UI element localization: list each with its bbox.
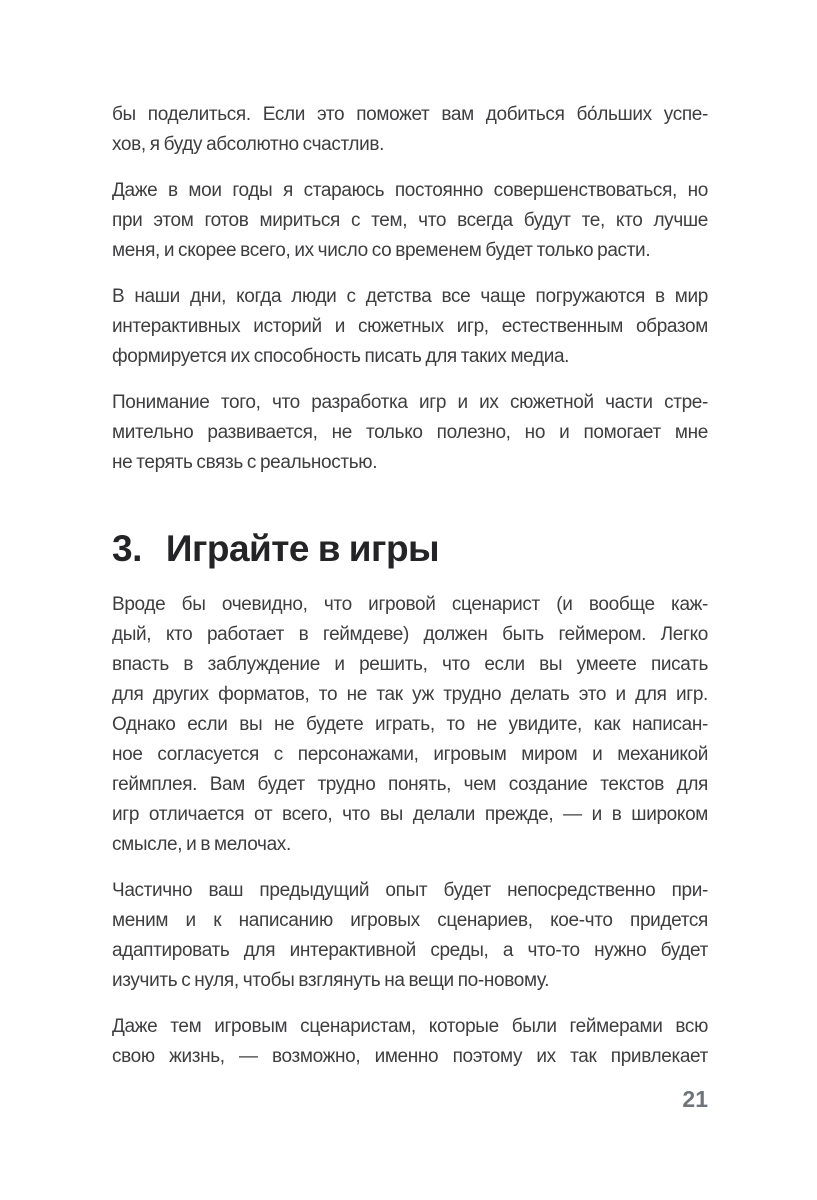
text-line: Даже тем игровым сценаристам, которые были геймерами всю [112, 1016, 708, 1037]
text-line: Вроде бы очевидно, что игровой сценарист (и вообще каж- [112, 594, 708, 615]
text-line: не терять связь с реальностью. [112, 452, 378, 473]
text-line: меним и к написанию игровых сценариев, кое-что придется [112, 910, 708, 931]
text-line: хов, я буду абсолютно счастлив. [112, 134, 385, 155]
text-line: при этом готов мириться с тем, что всегда будут те, кто лучше [112, 210, 708, 231]
text-line: ное согласуется с персонажами, игровым миром и механикой [112, 744, 708, 765]
text-line: изучить с нуля, чтобы взглянуть на вещи по-новому. [112, 970, 550, 991]
text-line: формируется их способность писать для таких медиа. [112, 346, 570, 367]
text-line: В наши дни, когда люди с детства все чаще погружаются в мир [112, 286, 708, 307]
text-line: мительно развивается, не только полезно, но и помогает мне [112, 422, 708, 443]
text-line: геймплея. Вам будет трудно понять, чем создание текстов для [112, 774, 708, 795]
paragraph [112, 590, 708, 860]
text-line: для других форматов, то не так уж трудно делать это и для игр. [112, 684, 708, 705]
paragraph [112, 100, 708, 160]
text-line: меня, и скорее всего, их число со временем будет только расти. [112, 240, 651, 261]
text-line: адаптировать для интерактивной среды, а что-то нужно будет [112, 940, 708, 961]
paragraph [112, 282, 708, 372]
paragraph [112, 388, 708, 478]
text-line: дый, кто работает в геймдеве) должен быть геймером. Легко [112, 624, 708, 645]
chapter-heading [112, 526, 708, 572]
paragraph [112, 176, 708, 266]
chapter-title: Играйте в игры [165, 528, 440, 569]
text-line: впасть в заблуждение и решить, что если вы умеете писать [112, 654, 708, 675]
paragraph [112, 876, 708, 996]
text-line: Понимание того, что разработка игр и их сюжетной части стре- [112, 392, 708, 413]
text-line: бы поделиться. Если это поможет вам добиться бо́льших успе- [112, 104, 708, 125]
chapter-number: 3. [112, 528, 142, 569]
text-line: Частично ваш предыдущий опыт будет непосредственно при- [112, 880, 708, 901]
text-block [112, 100, 708, 1088]
text-line: свою жизнь, — возможно, именно поэтому их так привлекает [112, 1046, 708, 1067]
text-line: Даже в мои годы я стараюсь постоянно совершенствоваться, но [112, 180, 708, 201]
page-number: 21 [682, 1086, 708, 1112]
text-line: интерактивных историй и сюжетных игр, естественным образом [112, 316, 708, 337]
paragraph [112, 1012, 708, 1072]
text-line: Однако если вы не будете играть, то не увидите, как написан- [112, 714, 708, 735]
text-line: игр отличается от всего, что вы делали прежде, — и в широком [112, 804, 708, 825]
text-line: смысле, и в мелочах. [112, 834, 291, 855]
